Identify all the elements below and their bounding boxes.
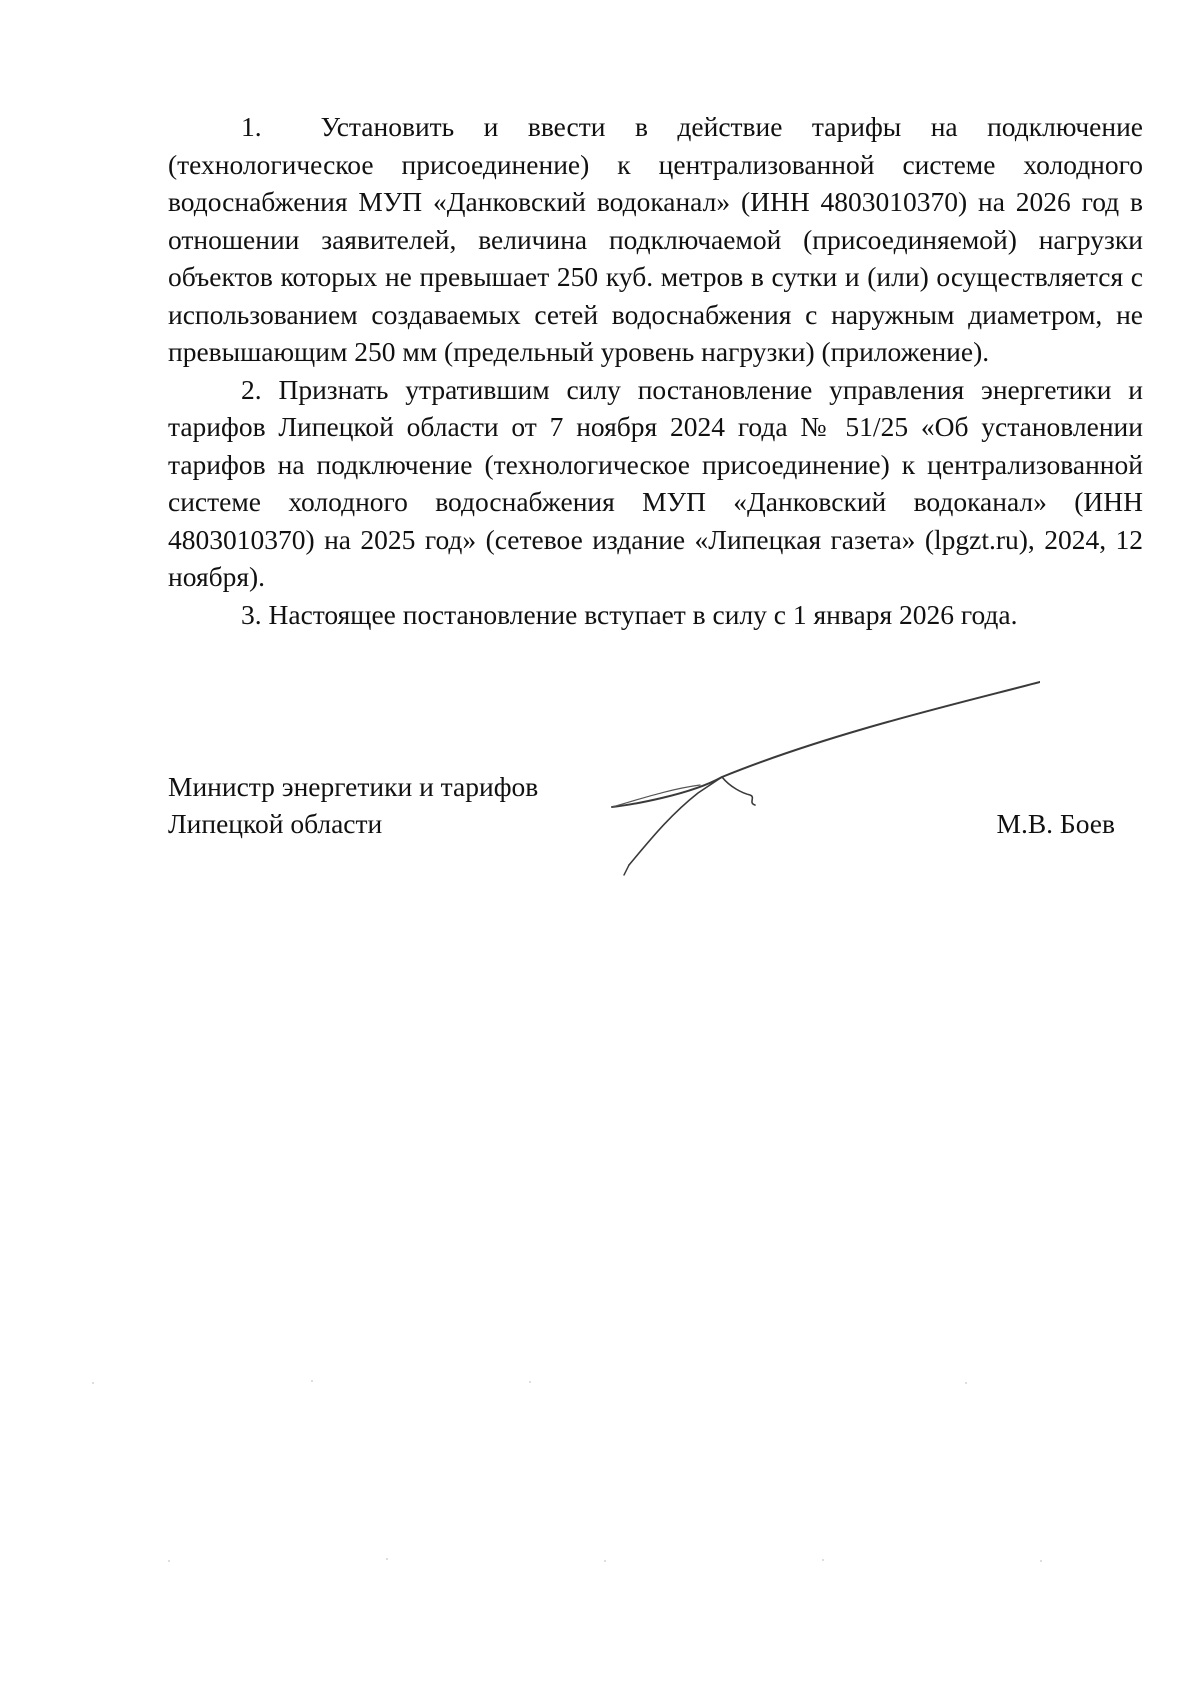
signatory-position-line-2: Липецкой области bbox=[168, 808, 383, 839]
signatory-position-line-1: Министр энергетики и тарифов bbox=[168, 771, 539, 802]
scan-artifact-dot bbox=[1040, 1560, 1042, 1562]
document-body bbox=[168, 108, 1143, 633]
paragraph-3 bbox=[168, 596, 1143, 634]
scan-artifact-dot bbox=[311, 1380, 313, 1382]
paragraph-1 bbox=[168, 108, 1143, 371]
signatory-name: М.В. Боев bbox=[996, 808, 1115, 839]
signatory-position bbox=[168, 768, 538, 842]
paragraph-3-text: Настоящее постановление вступает в силу с 1 января 2026 года. bbox=[268, 598, 1018, 630]
scan-artifact-dot bbox=[822, 1559, 824, 1561]
scan-artifact-dot bbox=[168, 1560, 170, 1562]
handwritten-signature bbox=[600, 675, 1040, 895]
scan-artifact-dot bbox=[529, 1381, 531, 1383]
scan-artifact-dot bbox=[604, 1560, 606, 1562]
paragraph-1-text: Установить и ввести в действие тарифы на подключение (технологическое присоединение) к централизованной системе холодного водоснабжения МУП «Данковский водоканал» (ИНН 4803010370) на 2026 год в отношении заявителей, величина подключаемой (присоединяемой) нагрузки объектов которых не превышает 250 куб. метров в сутки и (или) осуществляется с использованием создаваемых сетей водоснабжения с наружным диаметром, не превышающим 250 мм (предельный уровень нагрузки) (приложение). bbox=[168, 111, 1144, 367]
paragraph-3-number: 3. bbox=[241, 598, 262, 630]
paragraph-1-number: 1. bbox=[241, 111, 262, 142]
paragraph-2-text: Признать утратившим силу постановление управления энергетики и тарифов Липецкой области от 7 ноября 2024 года № 51/25 «Об установлении тарифов на подключение (технологическое присоединение) к централизованной системе холодного водоснабжения МУП «Данковский водоканал» (ИНН 4803010370) на 2025 год» (сетевое издание «Липецкая газета» (lpgzt.ru), 2024, 12 ноября). bbox=[168, 373, 1143, 592]
paragraph-2 bbox=[168, 371, 1143, 596]
paragraph-2-number: 2. bbox=[241, 373, 262, 405]
scan-artifact-dot bbox=[92, 1382, 94, 1384]
scan-artifact-dot bbox=[965, 1382, 967, 1384]
scan-artifact-dot bbox=[386, 1558, 388, 1560]
